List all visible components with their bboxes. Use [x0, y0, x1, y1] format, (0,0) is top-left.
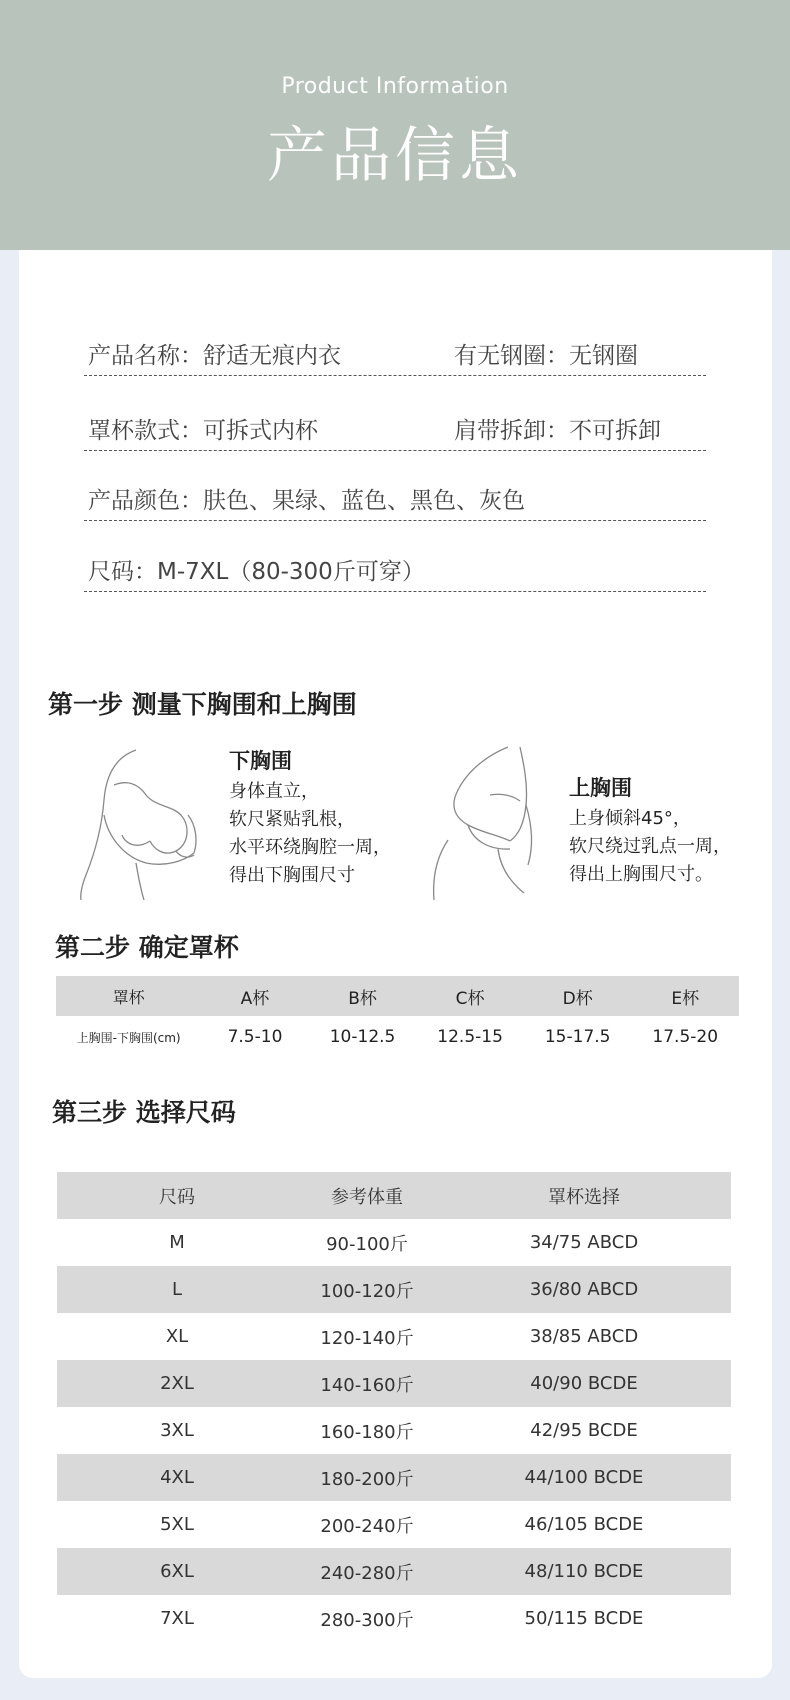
weight-cell: 140-160斤 [320, 1374, 414, 1396]
info-underwire: 有无钢圈：无钢圈 [454, 343, 638, 369]
cup-table [56, 976, 739, 1058]
size-table-row [57, 1407, 731, 1454]
weight-cell: 200-240斤 [320, 1515, 414, 1537]
header-english-title: Product Information [281, 74, 509, 99]
size-table-row [57, 1454, 731, 1501]
info-strap: 肩带拆卸：不可拆卸 [454, 418, 661, 444]
cup-cell: 17.5-20 [652, 1027, 719, 1047]
size-cell: 3XL [160, 1420, 194, 1441]
underbust-line: 水平环绕胸腔一周， [229, 837, 391, 858]
cup-choice-cell: 36/80 ABCD [529, 1279, 639, 1300]
cup-choice-cell: 40/90 BCDE [530, 1373, 638, 1394]
cup-row-label: 上胸围-下胸围(cm) [76, 1030, 181, 1045]
weight-cell: 100-120斤 [320, 1280, 414, 1302]
overbust-instructions [569, 805, 731, 889]
size-table [57, 1172, 731, 1642]
overbust-line: 上身倾斜45°， [569, 808, 691, 829]
size-table-row [57, 1360, 731, 1407]
weight-cell: 160-180斤 [320, 1421, 414, 1443]
underbust-line: 软尺紧贴乳根， [229, 809, 355, 830]
info-size: 尺码：M-7XL（80-300斤可穿） [88, 559, 425, 585]
header-chinese-title: 产品信息 [267, 121, 523, 191]
overbust-line: 得出上胸围尺寸。 [569, 864, 713, 885]
cup-choice-cell: 48/110 BCDE [524, 1561, 644, 1582]
size-cell: 4XL [160, 1467, 194, 1488]
info-row-size [84, 553, 706, 592]
overbust-illustration [428, 745, 568, 900]
size-table-row [57, 1501, 731, 1548]
cup-cell: 10-12.5 [329, 1027, 396, 1047]
weight-cell: 120-140斤 [320, 1327, 414, 1349]
cup-header-cell: C杯 [455, 988, 485, 1009]
size-cell: 2XL [160, 1373, 194, 1394]
cup-header-cell: E杯 [671, 988, 700, 1009]
info-cup-style: 罩杯款式：可拆式内杯 [88, 418, 318, 444]
cup-choice-cell: 46/105 BCDE [524, 1514, 644, 1535]
size-table-header [57, 1172, 731, 1219]
cup-choice-cell: 50/115 BCDE [524, 1608, 644, 1629]
cup-choice-cell: 38/85 ABCD [529, 1326, 639, 1347]
size-header-cell: 罩杯选择 [548, 1186, 620, 1208]
cup-header-cell: 罩杯 [112, 987, 145, 1007]
size-cell: 5XL [160, 1514, 194, 1535]
step3-title: 第三步 选择尺码 [52, 1098, 236, 1127]
underbust-illustration [76, 745, 216, 900]
cup-header-cell: A杯 [240, 988, 270, 1009]
info-row-cup [84, 412, 706, 451]
info-row-name [84, 337, 706, 376]
size-header-cell: 尺码 [159, 1186, 195, 1208]
underbust-instructions [229, 778, 391, 890]
size-table-row [57, 1219, 731, 1266]
weight-cell: 180-200斤 [320, 1468, 414, 1490]
underbust-title: 下胸围 [229, 749, 292, 773]
size-table-row [57, 1548, 731, 1595]
weight-cell: 90-100斤 [326, 1233, 408, 1255]
size-table-row [57, 1266, 731, 1313]
size-cell: 7XL [160, 1608, 194, 1629]
size-cell: L [171, 1279, 183, 1300]
overbust-line: 软尺绕过乳点一周， [569, 836, 731, 857]
weight-cell: 280-300斤 [320, 1609, 414, 1631]
step2-title: 第二步 确定罩杯 [55, 933, 239, 962]
underbust-line: 身体直立， [229, 781, 319, 802]
overbust-title: 上胸围 [569, 776, 632, 800]
cup-cell: 12.5-15 [437, 1027, 503, 1047]
weight-cell: 240-280斤 [320, 1562, 414, 1584]
cup-table-row [56, 1016, 739, 1058]
info-row-colors [84, 482, 706, 521]
cup-cell: 7.5-10 [227, 1027, 283, 1047]
size-cell: 6XL [160, 1561, 194, 1582]
cup-header-cell: D杯 [562, 988, 593, 1009]
step1-title: 第一步 测量下胸围和上胸围 [48, 690, 357, 719]
underbust-line: 得出下胸围尺寸 [229, 865, 355, 886]
size-cell: XL [165, 1326, 189, 1347]
header-banner [0, 0, 790, 250]
size-table-row [57, 1313, 731, 1360]
cup-header-cell: B杯 [348, 988, 377, 1009]
size-header-cell: 参考体重 [331, 1186, 403, 1208]
cup-choice-cell: 42/95 BCDE [530, 1420, 638, 1441]
info-colors: 产品颜色：肤色、果绿、蓝色、黑色、灰色 [88, 488, 525, 514]
cup-choice-cell: 34/75 ABCD [529, 1232, 639, 1253]
info-product-name: 产品名称：舒适无痕内衣 [88, 343, 341, 369]
cup-choice-cell: 44/100 BCDE [524, 1467, 644, 1488]
size-table-row [57, 1595, 731, 1642]
size-cell: M [169, 1232, 185, 1253]
cup-cell: 15-17.5 [544, 1027, 611, 1047]
cup-table-header [56, 976, 739, 1016]
